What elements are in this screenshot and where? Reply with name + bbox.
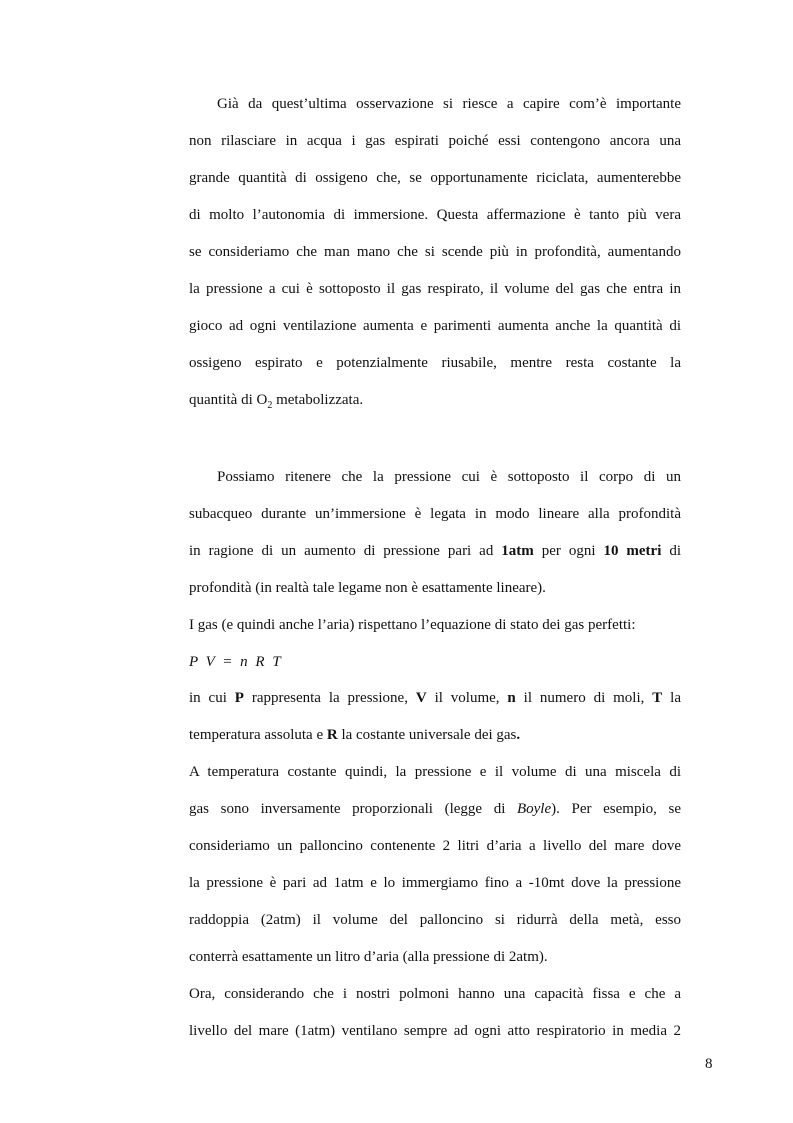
p3-line-3	[189, 688, 681, 708]
p3-line-4	[189, 725, 681, 745]
p3-line-3-e: la	[662, 690, 682, 706]
p1-line-6: la pressione a cui è sottoposto il gas respirato, il volume del gas che entra in	[189, 281, 681, 297]
p4-line-6: conterrà esattamente un litro d’aria (alla pressione di 2atm).	[189, 949, 548, 965]
bold-T: T	[652, 690, 663, 706]
p3-line-4-b: la costante universale dei gas	[337, 727, 517, 743]
p2-line-3-a: in ragione di un aumento di pressione pari ad	[189, 543, 502, 559]
p2-line-3	[189, 541, 681, 561]
p1-line-9-end: metabolizzata.	[272, 392, 364, 408]
p3-line-4-a: temperatura assoluta e	[189, 727, 327, 743]
bold-n: n	[507, 690, 516, 706]
o2-subscript: 2	[267, 400, 273, 411]
p2-line-4: profondità (in realtà tale legame non è esattamente lineare).	[189, 580, 546, 596]
p3-line-1: I gas (e quindi anche l’aria) rispettano l’equazione di stato dei gas perfetti:	[189, 617, 636, 633]
p3-line-3-c: il volume,	[426, 690, 508, 706]
p1-line-1: Già da quest’ultima osservazione si riesce a capire com’è importante	[217, 96, 681, 112]
p1-line-3: grande quantità di ossigeno che, se opportunamente riciclata, aumenterebbe	[189, 170, 681, 186]
p5-line-2: livello del mare (1atm) ventilano sempre ad ogni atto respiratorio in media 2	[189, 1023, 681, 1039]
p4-line-2-a: gas sono inversamente proporzionali (legge di	[189, 801, 517, 817]
p4-line-1: A temperatura costante quindi, la pressione e il volume di una miscela di	[189, 764, 681, 780]
p4-line-2-c: ). Per esempio, se	[551, 801, 681, 817]
p4-line-4: la pressione è pari ad 1atm e lo immergiamo fino a -10mt dove la pressione	[189, 875, 681, 891]
page-number: 8	[705, 1056, 713, 1072]
p4-line-3: consideriamo un palloncino contenente 2 litri d’aria a livello del mare dove	[189, 838, 681, 854]
p1-line-5: se consideriamo che man mano che si scende più in profondità, aumentando	[189, 244, 681, 260]
p1-line-4: di molto l’autonomia di immersione. Questa affermazione è tanto più vera	[189, 207, 681, 223]
bold-1atm: 1atm	[501, 543, 534, 559]
bold-P: P	[234, 690, 244, 706]
p3-line-4-dot: .	[516, 727, 521, 743]
bold-R: R	[326, 727, 338, 743]
p1-line-9	[189, 390, 681, 410]
italic-boyle: Boyle	[516, 801, 552, 817]
bold-10-metri: 10 metri	[603, 543, 662, 559]
p5-line-1: Ora, considerando che i nostri polmoni hanno una capacità fissa e che a	[189, 986, 681, 1002]
p1-line-8: ossigeno espirato e potenzialmente riusabile, mentre resta costante la	[189, 355, 681, 371]
p3-line-3-d: il numero di moli,	[515, 690, 653, 706]
p1-line-2: non rilasciare in acqua i gas espirati poiché essi contengono ancora una	[189, 133, 681, 149]
p2-line-3-e: di	[661, 543, 681, 559]
p2-line-3-c: per ogni	[533, 543, 604, 559]
p1-line-7: gioco ad ogni ventilazione aumenta e parimenti aumenta anche la quantità di	[189, 318, 681, 334]
p3-line-3-a: in cui	[189, 690, 235, 706]
bold-V: V	[415, 690, 427, 706]
p4-line-5: raddoppia (2atm) il volume del palloncino si ridurrà della metà, esso	[189, 912, 681, 928]
ideal-gas-formula: P V = n R T	[189, 654, 283, 670]
p1-line-9-text: quantità di O	[189, 392, 268, 408]
p2-line-2: subacqueo durante un’immersione è legata in modo lineare alla profondità	[189, 506, 681, 522]
p4-line-2	[189, 799, 681, 819]
p2-line-1: Possiamo ritenere che la pressione cui è sottoposto il corpo di un	[217, 469, 681, 485]
p3-line-3-b: rappresenta la pressione,	[243, 690, 416, 706]
